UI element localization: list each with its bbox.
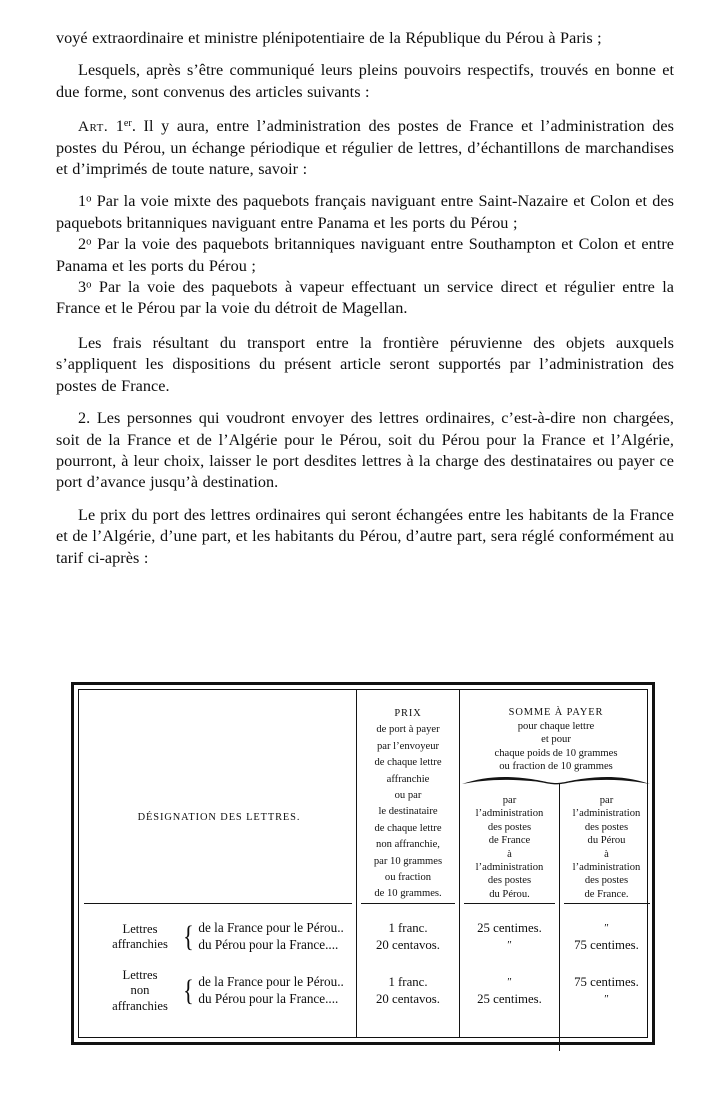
row-route-line: de la France pour le Pérou.. bbox=[198, 920, 344, 936]
row-designation-label-line: Lettres bbox=[122, 921, 158, 936]
header-somme-line: chaque poids de 10 grammes bbox=[494, 747, 618, 759]
header-prix-line: ou fraction bbox=[384, 872, 432, 884]
header-designation-label: DÉSIGNATION DES LETTRES. bbox=[137, 812, 301, 823]
paragraph-clause-2 bbox=[56, 234, 674, 277]
row-perou-to-france-cell bbox=[563, 914, 650, 960]
header-prix-line: le destinataire bbox=[378, 806, 438, 818]
header-subcolumn-france-line: du Pérou. bbox=[489, 888, 530, 900]
row-route-line: de la France pour le Pérou.. bbox=[198, 974, 344, 990]
row-france-to-perou-cell bbox=[463, 914, 556, 960]
body-text-block bbox=[56, 28, 674, 569]
header-prix-line: ou par bbox=[394, 790, 422, 802]
row-designation-label-line: affranchies bbox=[112, 998, 168, 1013]
row-perou-to-france-value: ″ bbox=[604, 922, 609, 935]
row-france-to-perou-value: ″ bbox=[507, 976, 512, 989]
header-subcolumn-perou-line: par bbox=[599, 795, 614, 806]
paragraph-prix-du-port: Le prix du port des lettres ordinaires qui seront échangées entre les habitants de la France et de l’Algérie, d’une part, et les habitants du Pérou, d’autre part, sera réglé conformément au tarif ci-après : bbox=[56, 505, 674, 567]
header-subcolumn-perou-line: des postes bbox=[584, 821, 629, 833]
row-prix-value: 20 centavos. bbox=[376, 938, 440, 952]
header-prix-line: de 10 grammes. bbox=[374, 888, 442, 900]
header-somme-line: et pour bbox=[541, 734, 571, 746]
header-subcolumn-france-line: à bbox=[507, 848, 512, 860]
header-prix-line: de chaque lettre bbox=[374, 822, 442, 834]
row-prix-cell bbox=[360, 914, 456, 960]
swash-rule-ornament bbox=[461, 774, 651, 788]
header-subcolumn-perou-line: du Pérou bbox=[587, 835, 626, 847]
header-somme-title: SOMME À PAYER bbox=[508, 707, 604, 718]
row-designation-label bbox=[84, 968, 180, 1014]
row-designation-label bbox=[84, 922, 180, 953]
header-prix-line: par 10 grammes bbox=[373, 855, 443, 867]
article-label: Art. bbox=[78, 118, 109, 136]
row-brace: { bbox=[183, 920, 194, 953]
header-subcolumn-perou-line: de France. bbox=[584, 888, 629, 900]
header-subcolumn-perou-line: des postes bbox=[584, 875, 629, 887]
header-subcolumn-perou bbox=[563, 794, 650, 901]
row-prix-value: 1 franc. bbox=[388, 975, 428, 990]
header-prix bbox=[360, 706, 456, 903]
header-prix-line: par l’envoyeur bbox=[376, 740, 440, 752]
row-france-to-perou-value: ″ bbox=[507, 939, 512, 951]
clause-1-ordinal-superscript: o bbox=[86, 192, 92, 205]
header-prix-line: affranchie bbox=[386, 773, 430, 785]
clause-2-text: Par la voie des paquebots britanniques naviguant entre Southampton et Colon et entre Panama et les ports du Pérou ; bbox=[56, 235, 674, 275]
clause-3-ordinal-superscript: o bbox=[86, 278, 92, 291]
paragraph-continuation: voyé extraordinaire et ministre plénipotentiaire de la République du Pérou à Paris ; bbox=[56, 29, 602, 47]
paragraph-article-1 bbox=[56, 116, 674, 180]
article-number-superscript: er bbox=[123, 118, 132, 130]
paragraph-frais: Les frais résultant du transport entre la frontière péruvienne des objets auxquels s’appliquent les dispositions du présent article seront supportés par l’administration des postes de France. bbox=[56, 333, 674, 395]
row-france-to-perou-value: 25 centimes. bbox=[477, 921, 542, 936]
tariff-table-body bbox=[79, 904, 647, 1051]
clause-2-ordinal-superscript: o bbox=[86, 235, 92, 248]
paragraph-clause-1 bbox=[56, 191, 674, 234]
clause-1-ordinal: 1 bbox=[78, 192, 87, 211]
row-prix-value: 20 centavos. bbox=[376, 992, 440, 1006]
article-number: 1 bbox=[115, 117, 124, 136]
header-subcolumn-perou-line: à bbox=[604, 848, 609, 860]
row-france-to-perou-value: 25 centimes. bbox=[477, 992, 542, 1006]
row-perou-to-france-value: 75 centimes. bbox=[574, 975, 639, 990]
header-subcolumn-france bbox=[463, 794, 556, 901]
header-subcolumn-france-line: des postes bbox=[487, 821, 532, 833]
row-brace: { bbox=[183, 974, 194, 1007]
row-designation-cell bbox=[84, 968, 354, 1014]
table-row bbox=[79, 968, 647, 1014]
paragraph-clause-3 bbox=[56, 277, 674, 320]
header-subcolumn-perou-line: l’administration bbox=[572, 808, 641, 820]
header-subcolumn-france-line: par bbox=[502, 795, 517, 806]
header-somme-line: ou fraction de 10 grammes bbox=[499, 761, 613, 773]
clause-2-ordinal: 2 bbox=[78, 235, 87, 254]
paragraph-article-2: 2. Les personnes qui voudront envoyer des lettres ordinaires, c’est-à-dire non chargées, soit de la France et de l’Algérie pour le Pérou, soit du Pérou pour la France et l’Algérie, pourront, à leur choix, laisser le port desdites lettres à la charge des destinataires ou payer ce port d’avance jusqu’à destination. bbox=[56, 409, 674, 492]
header-subcolumn-france-line: de France bbox=[488, 835, 531, 847]
header-designation bbox=[84, 810, 354, 825]
header-somme-line: pour chaque lettre bbox=[517, 720, 595, 732]
article-1-text: . Il y aura, entre l’administration des postes de France et l’administration des postes du Pérou, un échange périodique et régulier de lettres, d’échantillons de marchandises et d’imprimés de toute nature, savoir : bbox=[56, 117, 674, 179]
tariff-table-inner-rule bbox=[78, 689, 648, 1038]
header-prix-line: de port à payer bbox=[376, 724, 440, 736]
row-routes bbox=[198, 974, 343, 1007]
row-designation-label-line: affranchies bbox=[112, 937, 168, 951]
table-row bbox=[79, 914, 647, 960]
header-prix-line: non affranchie, bbox=[376, 839, 440, 851]
header-prix-title: PRIX bbox=[394, 708, 422, 719]
clause-1-text: Par la voie mixte des paquebots français naviguant entre Saint-Nazaire et Colon et des paquebots britanniques naviguant entre Panama et les ports du Pérou ; bbox=[56, 192, 674, 232]
row-route-line: du Pérou pour la France.... bbox=[198, 937, 339, 952]
row-perou-to-france-value: ″ bbox=[604, 993, 609, 1005]
row-designation-label-line: non bbox=[130, 983, 150, 998]
tariff-table bbox=[71, 682, 655, 1045]
row-designation-cell bbox=[84, 914, 354, 960]
row-prix-cell bbox=[360, 968, 456, 1014]
header-subcolumn-perou-line: l’administration bbox=[572, 862, 641, 874]
header-subcolumn-france-line: l’administration bbox=[475, 808, 544, 820]
header-prix-line: de chaque lettre bbox=[374, 757, 442, 769]
header-subcolumn-france-line: des postes bbox=[487, 875, 532, 887]
row-route-line: du Pérou pour la France.... bbox=[198, 991, 339, 1006]
row-perou-to-france-cell bbox=[563, 968, 650, 1014]
header-subcolumn-france-line: l’administration bbox=[475, 862, 544, 874]
row-prix-value: 1 franc. bbox=[388, 921, 428, 936]
row-designation-label-line: Lettres bbox=[122, 967, 158, 982]
paragraph-lesquels: Lesquels, après s’être communiqué leurs pleins pouvoirs respectifs, trouvés en bonne et due forme, sont convenus des articles suivants : bbox=[56, 61, 674, 101]
row-france-to-perou-cell bbox=[463, 968, 556, 1014]
header-somme-a-payer bbox=[461, 706, 651, 774]
row-perou-to-france-value: 75 centimes. bbox=[574, 938, 639, 952]
clause-3-ordinal: 3 bbox=[78, 278, 87, 297]
clause-3-text: Par la voie des paquebots à vapeur effectuant un service direct et régulier entre la France et le Pérou par la voie du détroit de Magellan. bbox=[56, 278, 674, 318]
row-routes bbox=[198, 920, 343, 953]
